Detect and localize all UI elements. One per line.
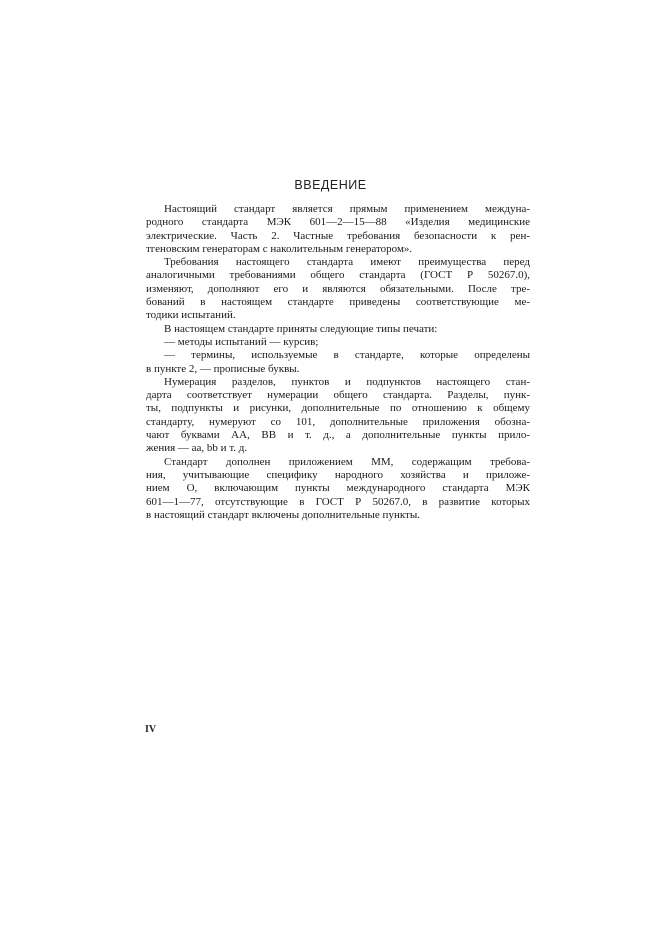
text-line: нием О, включающим пункты международного стандарта МЭК [146,482,530,495]
text-line: Стандарт дополнен приложением ММ, содержащим требова- [164,455,530,468]
text-line: аналогичными требованиями общего стандарта (ГОСТ Р 50267.0), [146,269,530,282]
text-line: дарта соответствует нумерации общего стандарта. Разделы, пунк- [146,389,530,402]
text-line: в пункте 2, — прописные буквы. [146,362,300,375]
text-line: — методы испытаний — курсив; [164,335,319,348]
page-title: ВВЕДЕНИЕ [294,178,367,192]
text-line: в настоящий стандарт включены дополнительные пункты. [146,508,420,521]
text-line: электрические. Часть 2. Частные требования безопасности к рен- [146,229,530,242]
text-line: жения — аа, bb и т. д. [146,442,248,455]
text-line: — термины, используемые в стандарте, которые определены [164,349,530,362]
body-text [146,203,530,522]
text-line: тодики испытаний. [146,309,236,322]
text-line: Настоящий стандарт является прямым применением междуна- [164,203,530,215]
text-line: родного стандарта МЭК 601—2—15—88 «Изделия медицинские [146,216,530,229]
text-line: 601—1—77, отсутствующие в ГОСТ Р 50267.0, в развитие которых [146,495,530,508]
text-line: В настоящем стандарте приняты следующие типы печати: [164,322,438,335]
text-line: ния, учитывающие специфику народного хозяйства и приложе- [146,468,530,481]
text-line: Требования настоящего стандарта имеют преимущества перед [164,256,530,269]
text-line: изменяют, дополняют его и являются обязательными. После тре- [146,282,530,295]
text-line: тгеновским генераторам с наколительным генератором». [146,242,413,255]
text-line: стандарту, нумеруют со 101, дополнительные приложения обозна- [146,415,530,428]
text-line: бований в настоящем стандарте приведены соответствующие ме- [146,296,530,309]
text-line: ты, подпункты и рисунки, дополнительные по отношению к общему [146,402,530,415]
text-line: чают буквами АА, ВВ и т. д., а дополнительные пункты прило- [146,429,530,442]
text-line: Нумерация разделов, пунктов и подпунктов настоящего стан- [164,375,530,388]
page-number: IV [145,724,157,735]
